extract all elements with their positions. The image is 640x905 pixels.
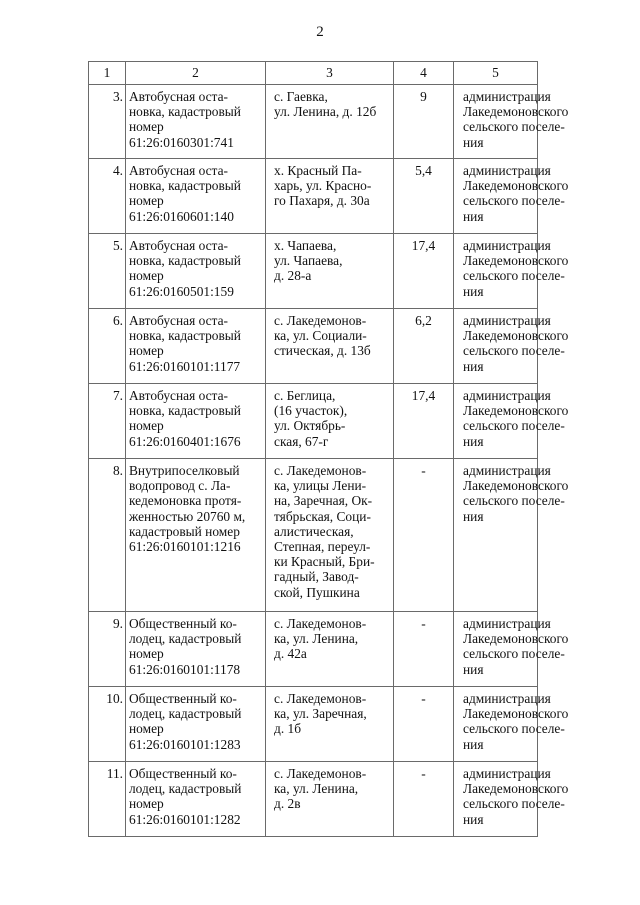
owner-line: сельского поселе- (463, 796, 565, 812)
address-line: д. 42а (274, 646, 307, 662)
object-name-line: номер (129, 343, 164, 359)
address-line: с. Гаевка, (274, 89, 328, 104)
address-line: гадный, Завод- (274, 569, 359, 585)
owner-line: Лакедемоновского (463, 253, 569, 269)
object-name-cell (126, 234, 266, 309)
object-name-line: номер (129, 268, 164, 284)
owner-line: Лакедемоновского (463, 706, 569, 722)
area-cell: 17,4 (394, 234, 454, 309)
owner-line: сельского поселе- (463, 343, 565, 359)
address-line: ки Красный, Бри- (274, 554, 375, 570)
area-cell: 5,4 (394, 159, 454, 234)
object-name-line: лодец, кадастровый (129, 706, 242, 722)
address-cell (266, 384, 394, 459)
owner-line: Лакедемоновского (463, 403, 569, 419)
object-name-line: 61:26:0160401:1676 (129, 433, 241, 449)
object-name-line: Автобусная оста- (129, 163, 228, 178)
address-cell (266, 309, 394, 384)
owner-line: Лакедемоновского (463, 104, 569, 120)
page-number: 2 (316, 24, 324, 40)
table-row (89, 85, 538, 159)
owner-line: администрация (463, 89, 551, 104)
object-name-line: Автобусная оста- (129, 388, 228, 403)
row-number-cell: 10. (89, 687, 126, 762)
object-name-line: новка, кадастровый (129, 328, 241, 344)
address-line: с. Лакедемонов- (274, 616, 367, 631)
object-name-line: Автобусная оста- (129, 89, 228, 104)
object-name-line: новка, кадастровый (129, 104, 241, 120)
owner-line: ния (463, 811, 484, 827)
column-header-4: 4 (394, 62, 454, 85)
object-name-cell (126, 612, 266, 687)
column-header-2: 2 (126, 62, 266, 85)
owner-line: ния (463, 358, 484, 374)
object-name-cell (126, 687, 266, 762)
address-line: ул. Чапаева, (274, 253, 343, 269)
owner-line: Лакедемоновского (463, 178, 569, 194)
object-name-line: номер (129, 119, 164, 135)
owner-line: администрация (463, 388, 551, 403)
owner-cell (454, 384, 569, 459)
table-row (89, 687, 538, 762)
table-row (89, 234, 538, 309)
object-name-line: номер (129, 646, 164, 662)
address-line: харь, ул. Красно- (274, 178, 372, 194)
object-name-cell (126, 384, 266, 459)
area-cell: - (394, 612, 454, 687)
object-name-line: 61:26:0160301:741 (129, 134, 234, 150)
table-header-row (89, 62, 538, 85)
address-line: с. Лакедемонов- (274, 766, 367, 781)
owner-cell (454, 612, 569, 687)
owner-cell (454, 687, 569, 762)
object-name-line: Автобусная оста- (129, 313, 228, 328)
area-cell: - (394, 762, 454, 837)
owner-line: ния (463, 661, 484, 677)
address-cell (266, 612, 394, 687)
row-number-cell: 4. (89, 159, 126, 234)
owner-line: Лакедемоновского (463, 328, 569, 344)
object-name-line: 61:26:0160101:1282 (129, 811, 241, 827)
table-row (89, 159, 538, 234)
object-name-cell (126, 85, 266, 159)
area-cell: 17,4 (394, 384, 454, 459)
object-name-line: номер (129, 721, 164, 737)
address-line: д. 2в (274, 796, 301, 812)
owner-line: сельского поселе- (463, 646, 565, 662)
owner-line: сельского поселе- (463, 193, 565, 209)
object-name-line: номер (129, 418, 164, 434)
address-line: (16 участок), (274, 403, 348, 419)
object-name-line: номер (129, 193, 164, 209)
object-name-line: кедемоновка протя- (129, 493, 242, 509)
row-number-cell: 5. (89, 234, 126, 309)
object-name-line: Автобусная оста- (129, 238, 228, 253)
owner-cell (454, 234, 569, 309)
object-name-line: 61:26:0160101:1283 (129, 736, 241, 752)
address-line: ка, ул. Заречная, (274, 706, 367, 722)
address-line: ка, ул. Ленина, (274, 781, 359, 797)
object-name-cell (126, 459, 266, 612)
owner-line: администрация (463, 313, 551, 328)
address-line: ская, 67-г (274, 433, 329, 449)
owner-line: Лакедемоновского (463, 631, 569, 647)
object-name-line: новка, кадастровый (129, 253, 241, 269)
row-number-cell: 3. (89, 85, 126, 159)
owner-line: ния (463, 134, 484, 150)
object-name-line: 61:26:0160101:1177 (129, 358, 241, 374)
owner-cell (454, 459, 569, 612)
address-cell (266, 687, 394, 762)
area-cell: 6,2 (394, 309, 454, 384)
address-line: ской, Пушкина (274, 584, 360, 600)
object-name-line: Общественный ко- (129, 691, 237, 706)
address-line: х. Чапаева, (274, 238, 337, 253)
address-cell (266, 159, 394, 234)
owner-line: ния (463, 508, 484, 524)
owner-line: Лакедемоновского (463, 781, 569, 797)
address-line: с. Лакедемонов- (274, 463, 367, 478)
address-cell (266, 762, 394, 837)
address-line: д. 28-а (274, 268, 312, 284)
owner-line: администрация (463, 766, 551, 781)
object-name-cell (126, 309, 266, 384)
address-cell (266, 459, 394, 612)
row-number-cell: 7. (89, 384, 126, 459)
owner-line: Лакедемоновского (463, 478, 569, 494)
object-name-line: новка, кадастровый (129, 178, 241, 194)
owner-line: ния (463, 283, 484, 299)
object-name-line: Внутрипоселковый (129, 463, 240, 478)
address-cell (266, 85, 394, 159)
area-cell: - (394, 459, 454, 612)
owner-cell (454, 85, 569, 159)
column-header-1: 1 (89, 62, 126, 85)
object-name-line: кадастровый номер (129, 523, 240, 539)
column-header-5: 5 (454, 62, 538, 85)
table-row (89, 762, 538, 837)
owner-cell (454, 762, 569, 837)
address-line: д. 1б (274, 721, 302, 737)
address-line: стическая, д. 13б (274, 343, 371, 359)
row-number-cell: 11. (89, 762, 126, 837)
property-table (88, 61, 569, 837)
object-name-line: Общественный ко- (129, 616, 237, 631)
address-line: ул. Октябрь- (274, 418, 346, 434)
object-name-line: Общественный ко- (129, 766, 237, 781)
owner-line: сельского поселе- (463, 268, 565, 284)
owner-line: ния (463, 208, 484, 224)
owner-line: администрация (463, 163, 551, 178)
table-row (89, 384, 538, 459)
owner-line: администрация (463, 691, 551, 706)
object-name-cell (126, 159, 266, 234)
address-line: Степная, переул- (274, 539, 371, 555)
owner-line: сельского поселе- (463, 119, 565, 135)
table-row (89, 309, 538, 384)
address-line: алистическая, (274, 523, 354, 539)
table-row (89, 459, 538, 612)
owner-line: сельского поселе- (463, 493, 565, 509)
object-name-cell (126, 762, 266, 837)
address-line: ка, ул. Социали- (274, 328, 367, 344)
object-name-line: 61:26:0160601:140 (129, 208, 234, 224)
address-line: с. Лакедемонов- (274, 691, 367, 706)
object-name-line: лодец, кадастровый (129, 781, 242, 797)
object-name-line: водопровод с. Ла- (129, 478, 231, 494)
address-line: на, Заречная, Ок- (274, 493, 373, 509)
owner-line: администрация (463, 463, 551, 478)
address-line: с. Беглица, (274, 388, 336, 403)
object-name-line: женностью 20760 м, (129, 508, 246, 524)
object-name-line: 61:26:0160101:1178 (129, 661, 241, 677)
address-line: ка, ул. Ленина, (274, 631, 359, 647)
owner-line: сельского поселе- (463, 418, 565, 434)
area-cell: - (394, 687, 454, 762)
address-line: го Пахаря, д. 30а (274, 193, 370, 209)
address-line: с. Лакедемонов- (274, 313, 367, 328)
address-line: ул. Ленина, д. 12б (274, 104, 377, 120)
column-header-3: 3 (266, 62, 394, 85)
address-cell (266, 234, 394, 309)
area-cell: 9 (394, 85, 454, 159)
row-number-cell: 6. (89, 309, 126, 384)
owner-cell (454, 309, 569, 384)
row-number-cell: 9. (89, 612, 126, 687)
owner-line: администрация (463, 616, 551, 631)
object-name-line: номер (129, 796, 164, 812)
address-line: х. Красный Па- (274, 163, 362, 178)
owner-line: ния (463, 433, 484, 449)
object-name-line: 61:26:0160101:1216 (129, 539, 241, 555)
owner-line: ния (463, 736, 484, 752)
address-line: ка, улицы Лени- (274, 478, 367, 494)
object-name-line: лодец, кадастровый (129, 631, 242, 647)
object-name-line: новка, кадастровый (129, 403, 241, 419)
table-row (89, 612, 538, 687)
owner-cell (454, 159, 569, 234)
owner-line: сельского поселе- (463, 721, 565, 737)
owner-line: администрация (463, 238, 551, 253)
address-line: тябрьская, Соци- (274, 508, 371, 524)
object-name-line: 61:26:0160501:159 (129, 283, 234, 299)
row-number-cell: 8. (89, 459, 126, 612)
